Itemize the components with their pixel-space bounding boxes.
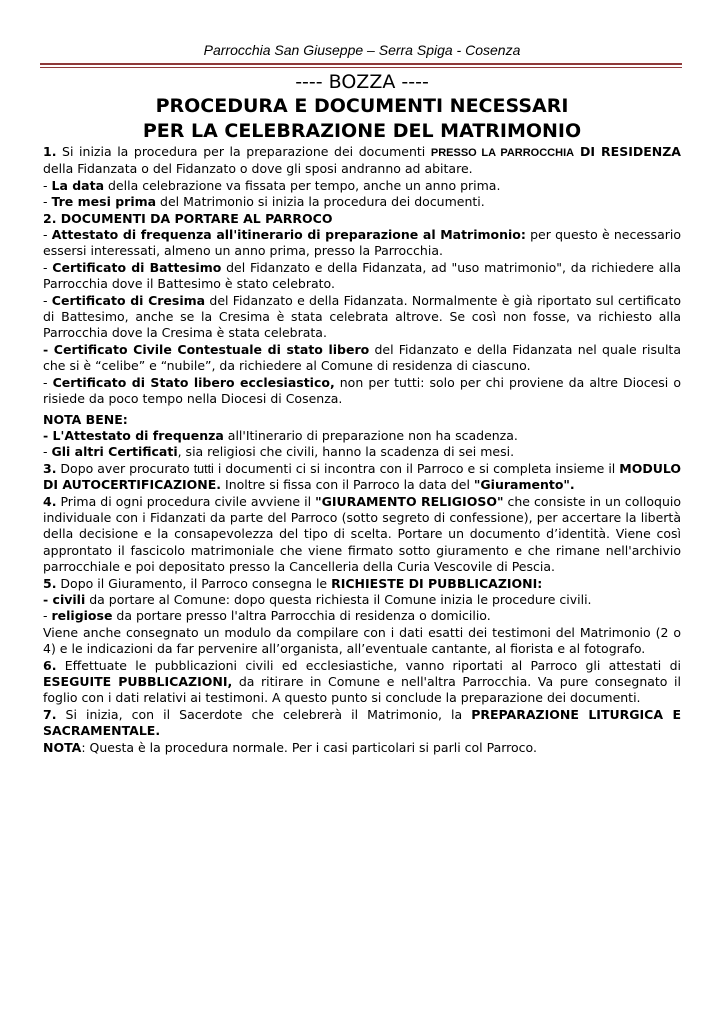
dash: -: [43, 444, 52, 460]
final-note: [43, 740, 681, 756]
header-rule-thin: [40, 67, 682, 68]
section-3-bold: MODULO DI AUTOCERTIFICAZIONE.: [43, 460, 681, 493]
section-5-text: Dopo il Giuramento, il Parroco consegna le: [56, 575, 332, 591]
item-text: non per tutti: solo per chi proviene da altre Diocesi o risiede da poco tempo nella Diocesi di Cosenza.: [43, 374, 681, 407]
section-7-bold: PREPARAZIONE LITURGICA E SACRAMENTALE.: [43, 706, 681, 739]
section-1-three-months-line: [43, 194, 681, 210]
nota-bold: Gli altri Certificati: [51, 444, 178, 460]
section-6-number: 6.: [43, 657, 57, 673]
dash: -: [43, 292, 52, 308]
section-5-civili-line: [43, 592, 681, 608]
document-item-attestato: [43, 227, 681, 260]
section-4-number: 4.: [43, 493, 57, 509]
title-line-1: PROCEDURA E DOCUMENTI NECESSARI: [155, 95, 569, 117]
item-text: del Fidanzato e della Fidanzata nel quale risulta che si è “celibe” e “nubile”, da richiedere al Comune di residenza di ciascuno.: [43, 341, 681, 374]
document-item-battesimo: [43, 260, 681, 293]
three-months-text: del Matrimonio si inizia la procedura dei documenti.: [156, 194, 485, 210]
dash: -: [43, 177, 52, 193]
dash: -: [43, 227, 52, 243]
section-3-bold-2: "Giuramento".: [473, 477, 575, 493]
section-4-text-2: che consiste in un colloquio individuale con i Fidanzati da parte del Parroco (sotto segreto di confessione), per accertare la libertà della decisione e la consapevolezza del tipo di scelta. Portare un documento d’identità. Viene così approntato il fascicolo matrimoniale che viene firmato sotto giuramento e che rimane nell'archivio parrocchiale e poi depositato presso la Cancelleria della Curia Vescovile di Pescia.: [43, 493, 681, 575]
dash: -: [43, 374, 53, 390]
section-5-paragraph: [43, 576, 681, 592]
section-3-text: Dopo aver procurato: [56, 460, 194, 476]
item-text: del Fidanzato e della Fidanzata, ad "uso matrimonio", da richiedere alla Parrocchia dove il Battesimo è stato celebrato.: [43, 259, 681, 292]
date-text: della celebrazione va fissata per tempo, anche un anno prima.: [104, 177, 501, 193]
section-5-bold: RICHIESTE DI PUBBLICAZIONI:: [331, 575, 543, 591]
section-3-text-3: Inoltre si fissa con il Parroco la data del: [221, 477, 474, 493]
nota-bold: - L'Attestato di frequenza: [43, 427, 224, 443]
section-4-paragraph: [43, 494, 681, 576]
header-rule: [40, 63, 682, 65]
item-text: del Fidanzato e della Fidanzata. Normalmente è già riportato sul certificato di Battesimo, anche se la Cresima è stata celebrata altrove. Se così non fosse, va richiesto alla Parrocchia dove la Cresima è stata celebrata.: [43, 292, 682, 341]
item-bold: Certificato di Cresima: [51, 292, 206, 308]
nota-bene-heading: [43, 412, 681, 428]
section-4-text: Prima di ogni procedura civile avviene il: [56, 493, 316, 509]
section-4-bold: "GIURAMENTO RELIGIOSO": [315, 493, 504, 509]
section-1-bold: DI RESIDENZA: [574, 144, 681, 159]
draft-label: ---- BOZZA ----: [295, 71, 429, 93]
section-7-number: 7.: [43, 706, 57, 722]
section-1-date-line: [43, 178, 681, 194]
nota-text: , sia religiosi che civili, hanno la scadenza di sei mesi.: [177, 444, 515, 460]
title-line-2: PER LA CELEBRAZIONE DEL MATRIMONIO: [142, 120, 582, 142]
three-months-bold: Tre mesi prima: [51, 194, 157, 210]
section-1-number: 1.: [43, 144, 57, 159]
item-bold: Certificato di Battesimo: [52, 259, 222, 275]
nota-text: all'Itinerario di preparazione non ha scadenza.: [223, 427, 518, 443]
section-6-text-2: da ritirare in Comune e nell'altra Parrocchia. Va pure consegnato il foglio con i dati relativi ai testimoni. A questo punto si conclude la preparazione dei documenti.: [43, 674, 682, 706]
nota-bene-heading-text: NOTA BENE:: [43, 411, 128, 427]
item-text: per questo è necessario essersi interessati, almeno un anno prima, presso la Parrocchia.: [43, 227, 681, 259]
item-bold: Certificato di Stato libero ecclesiastico,: [52, 374, 335, 390]
nota-bene-item-1: [43, 428, 681, 444]
section-3-number: 3.: [43, 460, 57, 476]
dash: -: [43, 259, 53, 275]
document-title: [40, 94, 684, 144]
final-note-bold: NOTA: [43, 739, 82, 755]
parish-header: Parrocchia San Giuseppe – Serra Spiga - Cosenza: [203, 42, 521, 58]
document-item-stato-libero-civile: [43, 342, 681, 375]
section-3-paragraph: [43, 461, 681, 494]
nota-bene-item-2: [43, 444, 681, 460]
section-1-text: Si inizia la procedura per la preparazione dei documenti: [56, 144, 431, 159]
section-2-heading: [43, 211, 681, 227]
document-item-stato-libero-ecclesiastico: [43, 375, 681, 408]
section-3-tutti: tutti: [193, 461, 214, 476]
section-5-extra: Viene anche consegnato un modulo da compilare con i dati esatti dei testimoni del Matrimonio (2 o 4) e le indicazioni da far pervenire all’organista, all’eventuale cantante, al fiorista e al fotografo.: [43, 624, 681, 657]
civili-bold: - civili: [43, 591, 86, 607]
document-item-cresima: [43, 293, 681, 342]
section-5-religiose-line: [43, 608, 681, 624]
section-6-bold: ESEGUITE PUBBLICAZIONI,: [43, 674, 233, 689]
section-6-text: Effettuate le pubblicazioni civili ed ecclesiastiche, vanno riportati al Parroco gli attestati di: [56, 657, 681, 673]
section-5-number: 5.: [43, 575, 57, 591]
section-3-text-2: i documenti ci si incontra con il Parroco e si completa insieme il: [213, 460, 620, 476]
religiose-text: da portare presso l'altra Parrocchia di residenza o domicilio.: [112, 608, 491, 624]
final-note-text: : Questa è la procedura normale. Per i casi particolari si parli col Parroco.: [81, 739, 537, 755]
item-bold: Attestato di frequenza all'itinerario di preparazione al Matrimonio:: [51, 227, 526, 243]
document-body: [43, 144, 681, 756]
civili-text: da portare al Comune: dopo questa richiesta il Comune inizia le procedure civili.: [85, 591, 592, 607]
date-bold: La data: [51, 177, 105, 193]
section-1-bold-small: PRESSO LA PARROCCHIA: [430, 147, 575, 159]
item-bold: - Certificato Civile Contestuale di stato libero: [43, 341, 370, 357]
section-1-paragraph: [43, 144, 681, 178]
dash: -: [43, 194, 52, 210]
section-2-heading-text: 2. DOCUMENTI DA PORTARE AL PARROCO: [43, 210, 333, 226]
religiose-bold: religiose: [51, 608, 113, 624]
section-6-paragraph: [43, 658, 681, 707]
dash: -: [43, 608, 52, 624]
section-1-text-2: della Fidanzata o del Fidanzato o dove gli sposi andranno ad abitare.: [43, 161, 473, 177]
section-7-paragraph: [43, 707, 681, 740]
section-7-text: Si inizia, con il Sacerdote che celebrerà il Matrimonio, la: [56, 706, 472, 722]
